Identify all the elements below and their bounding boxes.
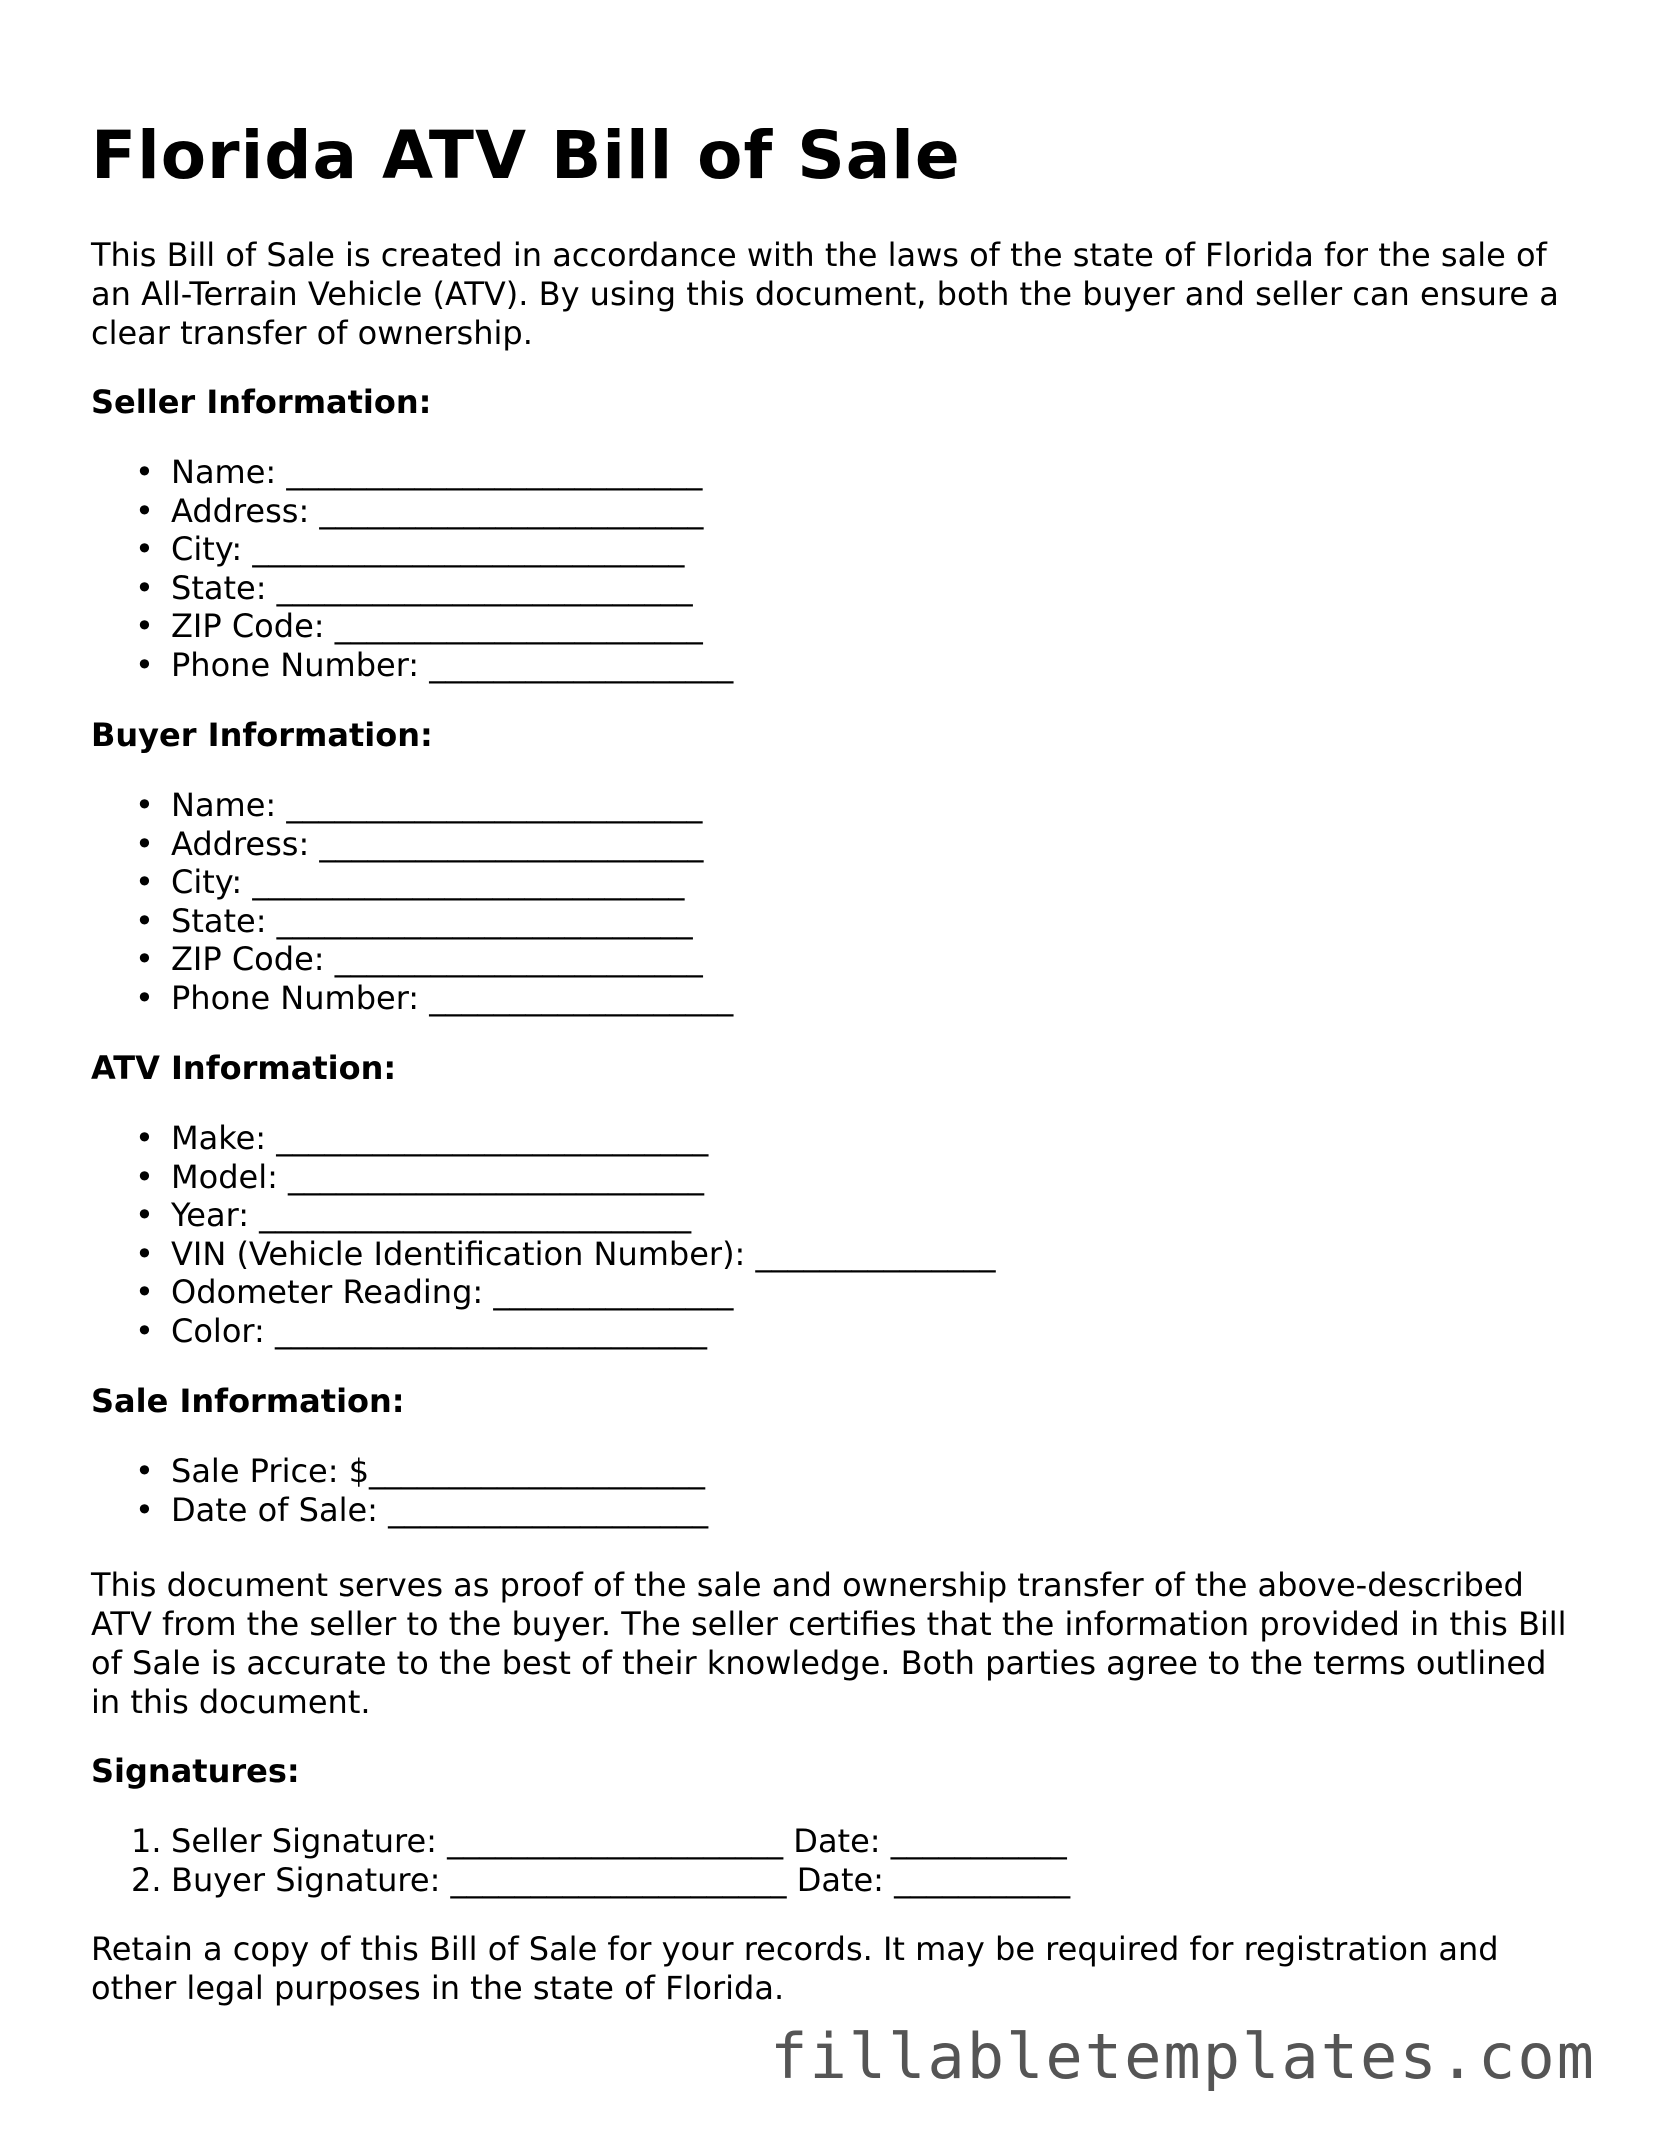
seller-address-field[interactable]: • Address: ________________________ <box>171 492 733 531</box>
seller-city-field[interactable]: • City: ___________________________ <box>171 530 733 569</box>
atv-color-field[interactable]: • Color: ___________________________ <box>171 1312 996 1351</box>
seller-heading: Seller Information: <box>91 383 432 421</box>
proof-paragraph: This document serves as proof of the sale and ownership transfer of the above-described ATV from the seller to the buyer. The seller certifies that the information provided in this Bill of Sale is accurate to the best of their knowledge. Both parties agree to the terms outlined in this document. <box>91 1566 1567 1721</box>
atv-fields-list <box>171 1119 996 1351</box>
buyer-zip-field[interactable]: • ZIP Code: _______________________ <box>171 940 733 979</box>
atv-odometer-field[interactable]: • Odometer Reading: _______________ <box>171 1273 996 1312</box>
intro-paragraph: This Bill of Sale is created in accordance with the laws of the state of Florida for the sale of an All-Terrain Vehicle (ATV). By using this document, both the buyer and seller can ensure a clear transfer of ownership. <box>91 236 1559 352</box>
seller-fields-list <box>171 453 733 685</box>
seller-signature-line[interactable] <box>131 1822 1070 1861</box>
buyer-phone-field[interactable]: • Phone Number: ___________________ <box>171 979 733 1018</box>
document-title: Florida ATV Bill of Sale <box>91 117 961 194</box>
seller-zip-field[interactable]: • ZIP Code: _______________________ <box>171 607 733 646</box>
signatures-list <box>131 1822 1071 1899</box>
seller-state-field[interactable]: • State: __________________________ <box>171 569 733 608</box>
retain-paragraph: Retain a copy of this Bill of Sale for your records. It may be required for registration and other legal purposes in the state of Florida. <box>91 1930 1499 2007</box>
list-number: 1. <box>131 1822 162 1860</box>
atv-vin-field[interactable]: • VIN (Vehicle Identification Number): _______________ <box>171 1235 996 1274</box>
atv-make-field[interactable]: • Make: ___________________________ <box>171 1119 996 1158</box>
signatures-heading: Signatures: <box>91 1752 300 1790</box>
buyer-city-field[interactable]: • City: ___________________________ <box>171 863 733 902</box>
watermark-logo: fillabletemplates.com <box>770 2020 1596 2093</box>
sale-heading: Sale Information: <box>91 1382 405 1420</box>
sale-date-field[interactable]: • Date of Sale: ____________________ <box>171 1491 708 1530</box>
sale-price-field[interactable]: • Sale Price: $_____________________ <box>171 1452 708 1491</box>
seller-name-field[interactable]: • Name: __________________________ <box>171 453 733 492</box>
buyer-heading: Buyer Information: <box>91 716 433 754</box>
buyer-state-field[interactable]: • State: __________________________ <box>171 902 733 941</box>
buyer-fields-list <box>171 786 733 1018</box>
buyer-signature-text: Buyer Signature: _____________________ Date: ___________ <box>171 1860 1071 1899</box>
buyer-signature-line[interactable] <box>131 1860 1071 1900</box>
atv-year-field[interactable]: • Year: ___________________________ <box>171 1196 996 1235</box>
atv-heading: ATV Information: <box>91 1049 397 1087</box>
atv-model-field[interactable]: • Model: __________________________ <box>171 1158 996 1197</box>
sale-fields-list <box>171 1452 708 1529</box>
buyer-address-field[interactable]: • Address: ________________________ <box>171 825 733 864</box>
buyer-name-field[interactable]: • Name: __________________________ <box>171 786 733 825</box>
list-number: 2. <box>131 1860 162 1899</box>
seller-signature-text: Seller Signature: _____________________ Date: ___________ <box>171 1822 1067 1860</box>
seller-phone-field[interactable]: • Phone Number: ___________________ <box>171 646 733 685</box>
